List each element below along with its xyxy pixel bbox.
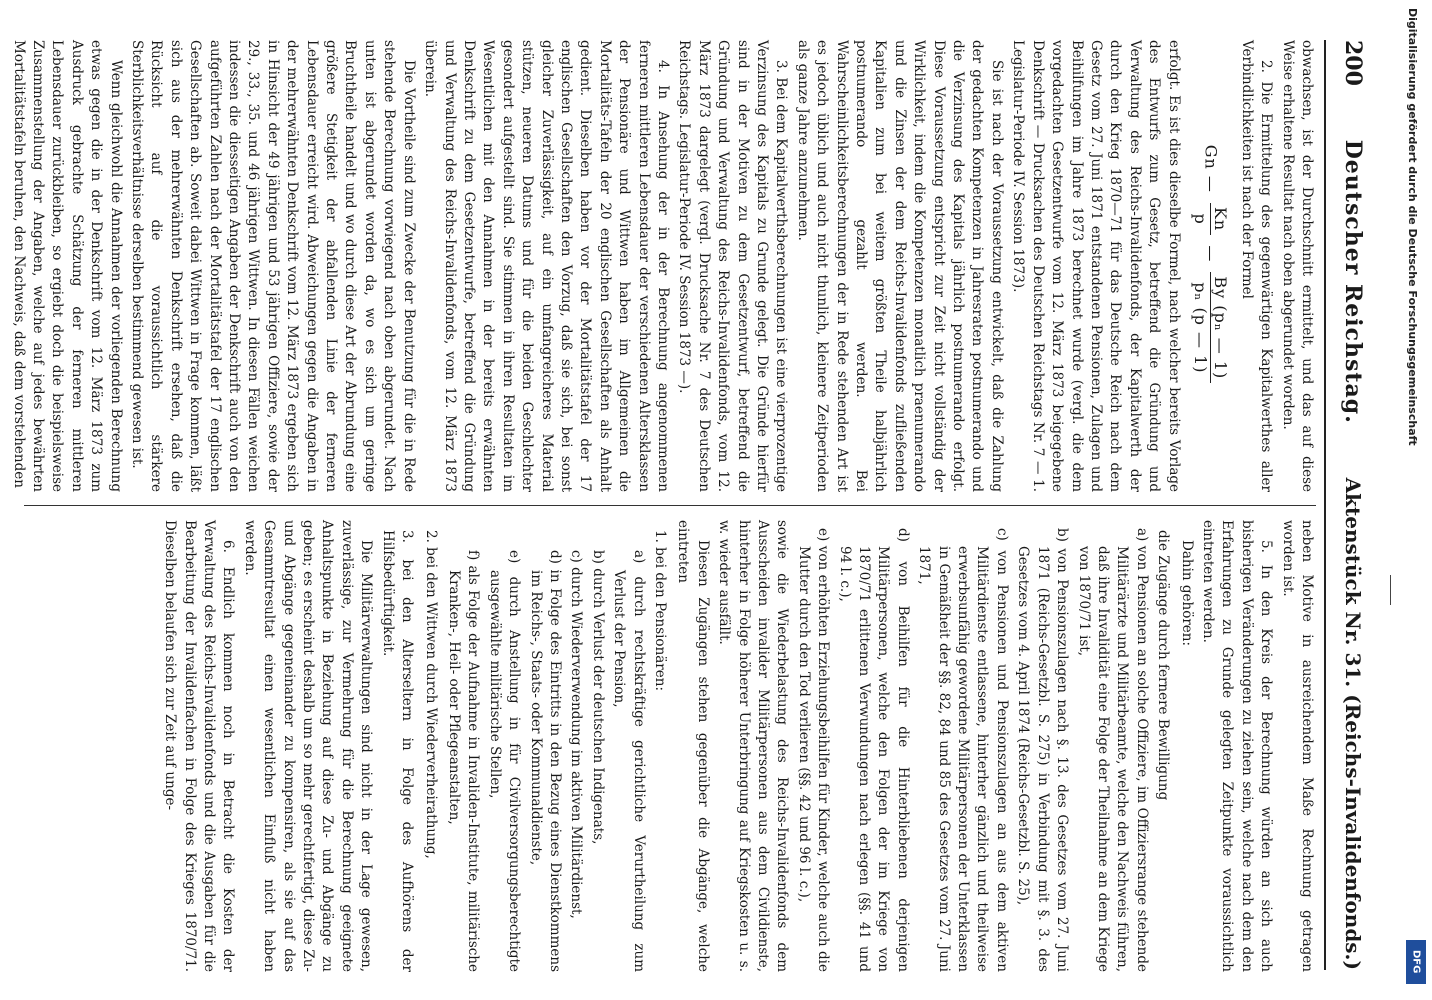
- list-item: e) von erhöhten Erziehungsbeihilfen für Kinder, welche auch die Mutter durch den Tod verlieren (§§. 42 und 96 l. c.),: [795, 528, 832, 972]
- document-reference: Aktenstück Nr. 31. (Reichs-Invalidenfonds.): [1341, 477, 1365, 970]
- list-item: f) als Folge der Aufnahme in Invaliden-Institute, militärische Kranken-, Heil- oder Pflegeanstalten,: [445, 550, 482, 972]
- right-column: [20, 520, 1316, 972]
- list-item: d) von Beihilfen für die Hinterbliebenen derjenigen Militärpersonen, welche den Folgen der im Kriege von 1870/71 erlittenen Verwundungen nach erlegen (§§. 41 und 94 l. c.),: [836, 528, 911, 972]
- digitization-footer: [1400, 0, 1432, 1000]
- formula-denominator-2: pₙ (p — 1): [1190, 282, 1210, 374]
- paragraph: 3. Bei dem Kapitalwerthsberechnungen ist eine vierprozentige Verzinsung des Kapitals zu Grunde gelegt. Die Gründe hierfür sind in der Motiven zu dem Gesetzentwurf, betreffend die Gründung und Verwaltung des Reichs-Invalidenfonds, vom 12. März 1873 dargelegt (vergl. Drucksache Nr. 7 des Deutschen Reichstags. Legislatur-Periode IV. Session 1873 —).: [676, 40, 790, 492]
- list-item: 2. bei den Wittwen durch Wiederverheirathung,: [422, 530, 439, 859]
- formula-numerator-1: Kn: [1210, 203, 1230, 235]
- paragraph: Wenn gleichwohl die Annahmen der vorliegenden Berechnung etwas gegen die in der Denkschrift vom 12. März 1873 zum Ausdruck gebrachte Schätzung der ferneren mittleren Lebensdauer zurückbleiben, so ergiebt doch die beispielsweise Zusammenstellung der Angaben, welche auf jedes bewährten Mortalitätstafeln beruhen, den Nachweis, daß dem vorstehenden: [10, 40, 124, 492]
- paragraph: sowie die Wiederbelastung des Reichs-Invalidenfonds dem Ausscheiden invalider Militärpersonen aus dem Civildienste, hinterher in Folge höherer Unterbringung auf Kriegskosten u. s. w. wieder ausfällt.: [716, 520, 791, 972]
- paragraph: erfolgt. Es ist dies dieselbe Formel, nach welcher bereits Vorlage des Entwurfs zum Gesetz, betreffend die Gründung und Verwaltung des Reichs-Invalidenfonds, der Kapitalwerth der durch den Krieg 1870—71 für das Deutsche Reich nach dem Gesetz vom 27. Juni 1871 entstandenen Pensionen, Zulagen und Beihilfungen im Jahre 1873 berechnet wurde (vergl. die dem vorgedachten Gesetzentwurfe vom 12. März 1873 beigegebene Denkschrift — Drucksachen des Deutschen Reichstags Nr. 7 — 1. Legislatur-Periode IV. Session 1873).: [1010, 40, 1182, 492]
- dfg-logo-icon: DFG: [1406, 940, 1426, 984]
- list-heading: 1. bei den Pensionären:: [652, 530, 668, 691]
- formula-numerator-2: By (pₙ — 1): [1210, 272, 1230, 383]
- list-item: d) in Folge des Eintritts in den Bezug eines Dienstkommens im Reichs-, Staats- oder Kommunaldienste,: [527, 550, 563, 972]
- page-title: Deutscher Reichstag.: [1340, 139, 1366, 424]
- page-number: 200: [1340, 40, 1366, 86]
- margin-mark: [1390, 575, 1392, 605]
- list-heading: die Zugänge durch fernere Bewilligung: [1155, 530, 1172, 801]
- paragraph: neben Motive in ausreichendem Maße Rechnung getragen worden ist.: [1279, 520, 1315, 972]
- list-item: 3. bei den Alterseltern in Folge des Aufhörens der Hilfsbedürftigkeit.: [379, 530, 416, 972]
- paragraph: 6. Endlich kommen noch in Betracht die Kosten der Verwaltung des Reichs-Invalidenfonds und die Ausgaben für die Bearbeitung der Invalidenfachen in Folge des Krieges 1870/71. Dieselben belaufen sich zur Zeit auf unge-: [162, 520, 237, 972]
- paragraph: 4. In Ansehung der in der Berechnung angenommenen ferneren mittleren Lebensdauer der verschiedenen Altersklassen der Pensionäre und Wittwen haben im Allgemeinen die Mortalitäts-Tafeln der 20 englischen Gesellschaften als Anhalt gedient. Dieselben haben vor der Mortalitätstafel der 17 englischen Gesellschaften den Vorzug, daß sie sich, bei sonst gleicher Zuverlässigkeit, auf ein umfangreicheres Material stützen, neueren Datums und für die beiden Geschlechter gesondert aufgestellt sind. Sie stimmen in ihren Resultaten im Wesentlichen mit den Annahmen in der bereits erwähnten Denkschrift zu dem Gesetzentwurfe, betreffend die Gründung und Verwaltung des Reichs-Invalidenfonds, vom 12. März 1873 überein.: [422, 40, 671, 492]
- paragraph: obwachsen, ist der Durchschnitt ermittelt, und das auf diese Weise erhaltene Resultat nach oben abgerundet worden.: [1279, 40, 1315, 492]
- page-header: [1324, 40, 1366, 970]
- paragraph: Die Vortheile sind zum Zwecke der Benutzung für die in Rede stehende Berechnung vorwiegend nach oben abgerundet. Nach unten ist abgerundet worden da, wo es sich um geringe Bruchtheile handelt und wo durch diese Art der Abrundung eine größere Stetigkeit der abfallenden Linie der ferneren Lebensdauer erreicht wird. Abweichungen gegen die Angaben in der mehrerwähnten Denkschrift vom 12. März 1873 ergeben sich in Hinsicht der 49 jährigen und 53 jährigen Offiziere, sowie der 29., 33., 35. und 46 jährigen Wittwen. In diesen Fällen weichen indessen die diesseitigen Angaben der Denkschrift auch von den aufgeführten Zahlen nach der Mortalitätstafel der 17 englischen Gesellschaften ab. Soweit dabei Wittwen in Frage kommen, läßt sich aus der mehrerwähnten Denkschrift ersehen, daß die Rücksicht auf die voraussichtlich stärkere Sterblichkeitsverhältnisse derselben bestimmend gewesen ist.: [129, 40, 417, 492]
- column-divider: [24, 505, 1316, 506]
- formula-lhs: Gn —: [1201, 144, 1221, 193]
- paragraph: Sie ist nach der Voraussetzung entwickelt, daß die Zahlung der gedachten Kompetenzen in Jahresraten postnumerando und die Verzinsung des Kapitals jährlich postnumerando erfolgt. Diese Voraussetzung entspricht zur Zeit nicht vollständig der Wirklichkeit, indem die Kompetenzen monatlich praenumerando und die Zinsen der dem Reichs-Invalidenfonds zufließenden Kapitalien zum bei weitem größten Theile halbjährlich postnumerando gezahlt werden. Bei Wahrscheinlichkeitsberechnungen der in Rede stehenden Art ist es jedoch üblich und auch nicht thunlich, kleinere Zeitperioden als ganze Jahre anzunehmen.: [794, 40, 1005, 492]
- digitization-note: Digitalisierung gefördert durch die Deutsche Forschungsgemeinschaft: [1406, 8, 1419, 446]
- list-item: a) durch rechtskräftige gerichtliche Verurtheilung zum Verlust der Pension,: [611, 550, 647, 972]
- list-item: a) von Pensionen an solche Offiziere, im Offiziersrange stehende Militärärzte und Militärbeamte, welche den Nachweis führen, daß ihre Invalidität eine Folge der Theilnahme an dem Kriege von 1870/71 ist,: [1075, 528, 1150, 972]
- list-item: b) von Pensionszulagen nach §. 13. des Gesetzes vom 27. Juni 1871 (Reichs-Gesetzbl. S. 275) in Verbindung mit §. 3. des Gesetzes vom 4. April 1874 (Reichs-Gesetzbl. S. 25),: [1015, 528, 1071, 972]
- paragraph: 2. Die Ermittelung des gegenwärtigen Kapitalwerthes aller Verbindlichkeiten ist nach der Formel: [1238, 40, 1275, 492]
- paragraph: Die Militärverwaltungen sind nicht in der Lage gewesen, zuverlässige, zur Vermehrung für die Berechnung geeignete Anhaltspunkte in Beziehung auf diese Zu- und Abgänge zu geben; es erscheint deshalb um so mehr gerechtfertigt, diese Zu- und Abgänge gegeneinander zu kompensiren, als sie auf das Gesammtresultat einen wesentlichen Einfluß nicht haben werden.: [241, 520, 375, 972]
- paragraph: Diesen Zugängen stehen gegenüber die Abgänge, welche eintreten: [675, 520, 711, 972]
- left-column: [10, 40, 1316, 492]
- list-item: c) durch Wiederverwendung im aktiven Militärdienst,: [568, 550, 585, 919]
- formula-minus: —: [1201, 245, 1221, 263]
- paragraph: Dahin gehören:: [1178, 540, 1195, 647]
- formula-denominator-1: p: [1190, 213, 1210, 225]
- list-item: e) durch Anstellung in für Civilversorgungsberechtigte ausgewählte militärische Stellen,: [486, 550, 523, 972]
- list-item: c) von Pensionen und Pensionszulagen an aus dem aktiven Militärdienste entlassene, hinterher gänzlich und theilweise erwerbsunfähig gewordene Militärpersonen der Unterklassen in Gemäßheit der §§. 82, 84 und 85 des Gesetzes vom 27. Juni 1871,: [916, 528, 1010, 972]
- list-item: b) durch Verlust der deutschen Indigenats,: [589, 550, 606, 845]
- capital-value-formula: [1191, 40, 1231, 492]
- paragraph: 5. In den Kreis der Berechnung würden an sich auch bisherigen Veränderungen zu ziehen sein, welche nach dem den Erfahrungen zu Grunde gelegten Zeitpunkte voraussichtlich eintreten werden.: [1199, 520, 1275, 972]
